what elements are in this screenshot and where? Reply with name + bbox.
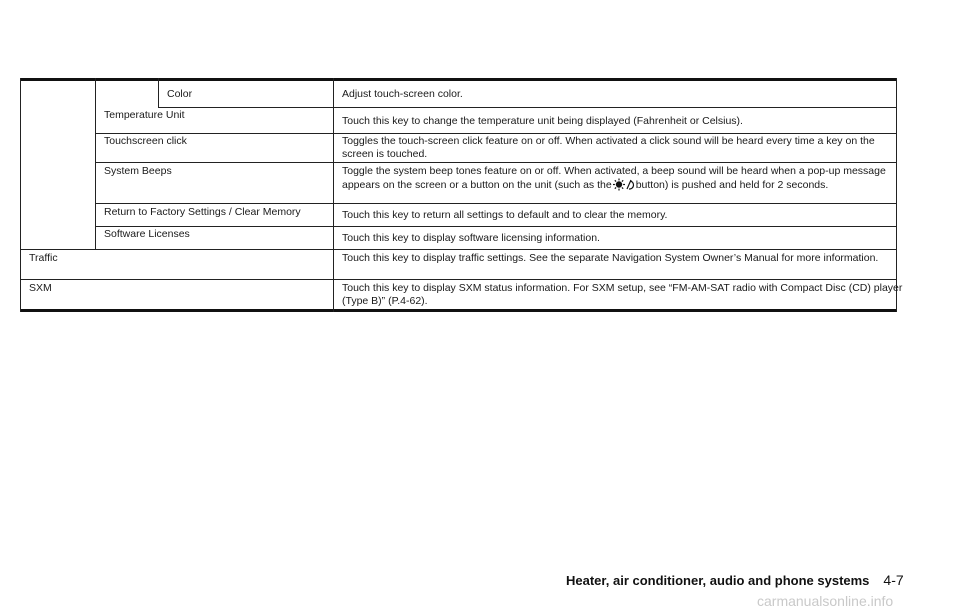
row-label-factory-reset: Return to Factory Settings / Clear Memory [104,206,301,218]
settings-table [20,78,903,311]
row-divider [95,162,896,163]
watermark: carmanualsonline.info [757,593,894,609]
row-desc-color: Adjust touch-screen color. [342,88,463,100]
page-footer [566,572,904,588]
row-desc-system-beeps [342,165,907,196]
row-desc-software-licenses: Touch this key to display software licensing information. [342,232,600,244]
page-number: 4-7 [883,572,904,588]
row-divider [95,226,896,227]
row-label-touchscreen-click: Touchscreen click [104,135,187,147]
column-divider [333,78,334,312]
row-divider [158,107,896,108]
row-label-color: Color [167,88,193,100]
row-label-traffic: Traffic [29,252,58,264]
indent-divider [95,78,96,249]
row-label-sxm: SXM [29,282,52,294]
row-desc-touchscreen-click: Toggles the touch-screen click feature on or off. When activated a click sound will be heard every time a key on the screen is touched. [342,135,875,161]
system-beeps-desc-part2: button) is pushed and held for 2 seconds. [635,179,829,192]
day-night-gear-icon [613,178,635,195]
row-divider [20,249,896,250]
row-desc-temperature-unit: Touch this key to change the temperature unit being displayed (Fahrenheit or Celsius). [342,115,743,127]
row-divider [95,133,896,134]
row-desc-traffic: Touch this key to display traffic settings. See the separate Navigation System Owner’s Manual for more information. [342,252,879,264]
row-divider [95,203,896,204]
row-label-temperature-unit: Temperature Unit [104,109,185,121]
table-top-border [20,78,897,81]
row-desc-sxm: Touch this key to display SXM status information. For SXM setup, see “FM-AM-SAT radio with Compact Disc (CD) player (Type B)” (P.4-62). [342,282,903,308]
row-label-software-licenses: Software Licenses [104,228,190,240]
row-label-system-beeps: System Beeps [104,165,172,177]
row-desc-factory-reset: Touch this key to return all settings to default and to clear the memory. [342,209,668,221]
table-bottom-border [20,309,897,312]
system-beeps-desc-part1: Toggle the system beep tones feature on or off. When activated, a beep sound will be heard when a pop-up message appears on the screen or a button on the unit (such as the [342,165,886,192]
section-title: Heater, air conditioner, audio and phone systems [566,573,870,588]
subindent-divider [158,78,159,107]
row-divider [20,279,896,280]
table-left-border [20,78,21,312]
